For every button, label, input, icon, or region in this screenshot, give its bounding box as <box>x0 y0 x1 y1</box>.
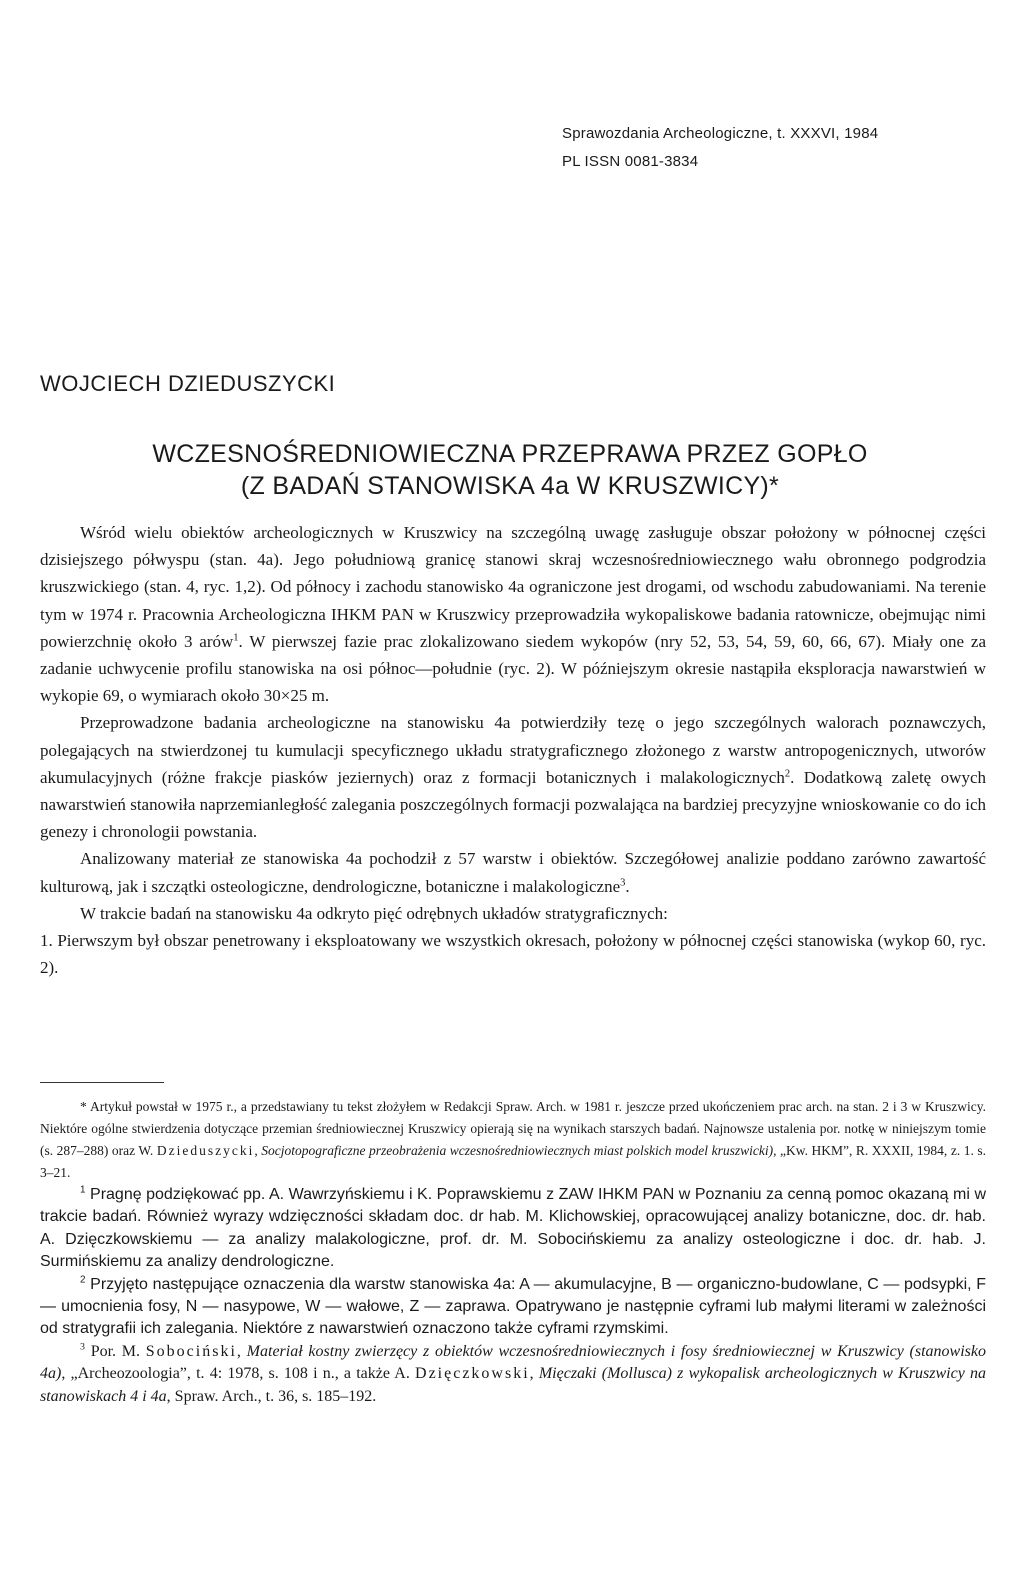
title-line-2: (Z BADAŃ STANOWISKA 4a W KRUSZWICY)* <box>240 472 780 500</box>
paragraph-3-text-b: . <box>625 876 630 896</box>
footnote-separator <box>40 1082 164 1083</box>
footnote-3-sep-2: , <box>529 1365 539 1383</box>
footnote-3-title-2: Mięczaki (Mollusca) z wykopalisk archeologicznych w Kruszwicy na stanowiskach 4 i 4a <box>40 1365 987 1405</box>
paragraph-1-text-a: Wśród wielu obiektów archeologicznych w Kruszwicy na szczególną uwagę zasługuje obszar położony w północnej części dzisiejszego półwyspu (stan. 4a). Jego południową granicę stanowi skraj wczesnośredniowiecznego wału obronnego podgrodzia kruszwickiego (stan. 4, ryc. 1,2). Od północy i zachodu stanowisko 4a ograniczone jest drogami, od wschodu zabudowaniami. Na terenie tym w 1974 r. Pracownia Archeologiczna IHKM PAN w Kruszwicy przeprowadziła wykopaliskowe badania ratownicze, obejmując nimi powierzchnię około 3 arów <box>40 523 986 651</box>
article-title <box>40 438 980 502</box>
footnote-1 <box>40 1184 986 1274</box>
footnote-3-text-a: Por. M. <box>84 1342 146 1360</box>
footnote-3-text-c: , Spraw. Arch., t. 36, s. 185–192. <box>166 1387 377 1405</box>
paragraph-3-text-a: Analizowany materiał ze stanowiska 4a pochodził z 57 warstw i obiektów. Szczegółowej analizie poddano zarówno zawartość kulturową, jak i szczątki osteologiczne, dendrologiczne, botaniczne i malakologiczne <box>40 849 986 896</box>
footnote-3 <box>40 1341 986 1408</box>
footnote-1-number: 1 <box>80 1184 86 1196</box>
footnote-2-number: 2 <box>80 1274 86 1286</box>
footnote-star-author: Dzieduszycki <box>156 1143 255 1158</box>
paragraph-2-text-a: Przeprowadzone badania archeologiczne na stanowisku 4a potwierdziły tezę o jego szczególnych walorach poznawczych, polegających na stwierdzonej tu kumulacji specyficznego układu stratygraficznego złożonego z warstw antropogenicznych, utworów akumulacyjnych (różne frakcje piasków jeziernych) oraz z formacji botanicznych i malakologicznych <box>40 713 986 787</box>
title-line-1: WCZESNOŚREDNIOWIECZNA PRZEPRAWA PRZEZ GOPŁO <box>152 440 868 468</box>
footnote-ref-1: 1 <box>233 632 239 644</box>
footnote-3-number: 3 <box>80 1341 85 1353</box>
footnote-3-text-b: , „Archeozoologia”, t. 4: 1978, s. 108 i n., a także A. <box>61 1365 416 1383</box>
footnote-ref-2: 2 <box>784 768 791 780</box>
footnote-ref-3: 3 <box>620 876 626 888</box>
footnotes <box>40 1096 986 1408</box>
footnote-star-title: Socjotopograficzne przeobrażenia wczesnośredniowiecznych miast polskich model kruszwicki), <box>261 1143 777 1158</box>
article-body <box>40 519 986 981</box>
journal-header <box>562 120 878 176</box>
footnote-3-sep-1: , <box>236 1342 247 1360</box>
footnote-star-text-a: * Artykuł powstał w 1975 r., a przedstawiany tu tekst złożyłem w Redakcji Spraw. Arch. w 1981 r. jeszcze przed ukończeniem prac arch. na stan. 2 i 3 w Kruszwicy. Niektóre ogólne stwierdzenia dotyczące przemian średniowiecznej Kruszwicy opierają się na wynikach starszych badań. Najnowsze ustalenia por. notkę w niniejszym tomie (s. 287–288) oraz W. <box>40 1099 986 1158</box>
paragraph-3 <box>40 845 986 899</box>
paragraph-2-text-b: . Dodatkową zaletę owych nawarstwień stanowiła naprzemianległość zalegania poszczególnych formacji pozwalająca na bardziej precyzyjne wnioskowanie co do ich genezy i chronologii powstania. <box>40 767 986 842</box>
list-item-1: 1. Pierwszym był obszar penetrowany i eksploatowany we wszystkich okresach, położony w północnej części stanowiska (wykop 60, ryc. 2). <box>40 931 986 978</box>
paragraph-2 <box>40 709 986 845</box>
footnote-2-text: Przyjęto następujące oznaczenia dla warstw stanowiska 4a: A — akumulacyjne, B — organiczno-budowlane, C — podsypki, F — umocnienia fosy, N — nasypowe, W — wałowe, Z — zaprawa. Opatrywano je następnie cyframi lub małymi literami w zależności od stratygrafii ich zalegania. Niektóre z nawarstwień oznaczono także cyframi rzymskimi. <box>40 1275 986 1338</box>
journal-citation: Sprawozdania Archeologiczne, t. XXXVI, 1984 <box>562 125 879 142</box>
issn-line: PL ISSN 0081-3834 <box>562 153 699 170</box>
paragraph-1-text-b: . W pierwszej fazie prac zlokalizowano siedem wykopów (nry 52, 53, 54, 59, 60, 66, 67). Miały one za zadanie uchwycenie profilu stanowiska na osi północ—południe (ryc. 2). W późniejszym okresie nastąpiła eksploracja nawarstwień w wykopie 69, o wymiarach około 30×25 m. <box>40 631 986 706</box>
footnote-1-text: Pragnę podziękować pp. A. Wawrzyńskiemu i K. Poprawskiemu z ZAW IHKM PAN w Poznaniu za cenną pomoc okazaną mi w trakcie badań. Również wyrazy wdzięczności składam doc. dr hab. M. Klichowskiej, opracowującej analizy botaniczne, doc. dr. hab. A. Dzięczkowskiemu — za analizy malakologiczne, prof. dr. M. Sobocińskiemu za analizy osteologiczne i doc. dr. hab. J. Surmińskiemu za analizy dendrologiczne. <box>40 1186 986 1271</box>
footnote-star-sep: , <box>254 1143 262 1158</box>
footnote-3-author-2: Dzięczkowski <box>415 1365 530 1383</box>
paragraph-1 <box>40 519 986 709</box>
article-author: WOJCIECH DZIEDUSZYCKI <box>40 371 336 396</box>
footnote-star <box>40 1096 986 1184</box>
footnote-3-title-1: Materiał kostny zwierzęcy z obiektów wczesnośredniowiecznych i fosy średniowiecznej w Kruszwicy (stanowisko 4a) <box>40 1342 986 1383</box>
footnote-2 <box>40 1274 986 1341</box>
paragraph-4: W trakcie badań na stanowisku 4a odkryto pięć odrębnych układów stratygraficznych: <box>80 903 668 923</box>
footnote-star-text-b: „Kw. HKM”, R. XXXII, 1984, z. 1. s. 3–21. <box>40 1143 987 1180</box>
footnote-3-author-1: Sobociński <box>145 1342 237 1360</box>
